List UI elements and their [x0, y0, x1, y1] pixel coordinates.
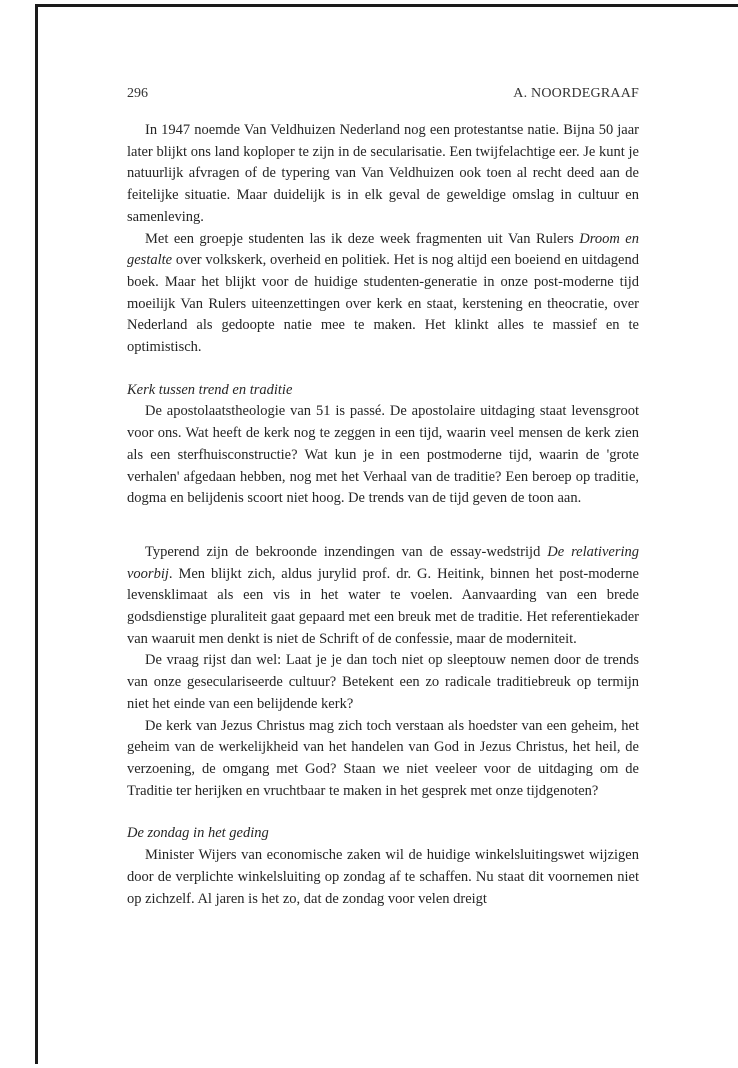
page-border-top — [35, 4, 738, 7]
section-heading: Kerk tussen trend en traditie — [127, 381, 293, 398]
page-border-left — [35, 4, 38, 1064]
paragraph: In 1947 noemde Van Veldhuizen Nederland nog een protestantse natie. Bijna 50 jaar later blijkt ons land koploper te zijn in de secularisatie. Een twijfelachtige eer. Je kunt je natuurlijk afvragen of de typering van Van Veldhuizen ook toen al recht deed aan de feitelijke situatie. Maar duidelijk is in elk geval de geweldige omslag in cultuur en samenleving. — [127, 122, 639, 225]
paragraph: Minister Wijers van economische zaken wil de huidige winkelsluitingswet wijzigen door de verplichte winkelsluiting op zondag af te schaffen. Nu staat dit voornemen niet op zichzelf. Al jaren is het zo, dat de zondag voor velen dreigt — [127, 847, 639, 907]
paragraph: De apostolaatstheologie van 51 is passé. De apostolaire uitdaging staat levensgroot voor ons. Wat heeft de kerk nog te zeggen in een tijd, waarin veel mensen de kerk zien als een sterfhuisconstructie? Wat kun je in een postmoderne tijd, waarin de 'grote verhalen' afgedaan hebben, nog met het Verhaal van de traditie? Een beroep op traditie, dogma en belijdenis scoort niet hoog. De trends van de tijd geven de toon aan. — [127, 403, 639, 507]
section-heading: De zondag in het geding — [127, 825, 269, 842]
page-number: 296 — [127, 86, 148, 101]
page-header — [127, 86, 639, 106]
essay-title: De relativering voorbij — [127, 543, 639, 582]
running-head: A. NOORDEGRAAF — [513, 86, 639, 101]
paragraph: Typerend zijn de bekroonde inzendingen van de essay-wedstrijd De relativering voorbij. Men blijkt zich, aldus jurylid prof. dr. G. Heitink, binnen het post-moderne levensklimaat als een vis in het water te voelen. Aanvaarding van een brede godsdienstige pluraliteit gaat gepaard met een breuk met de traditie. Het referentiekader van waaruit men denkt is niet de Schrift of de confessie, maar de moderniteit. — [127, 543, 639, 647]
article-body — [127, 120, 639, 910]
paragraph: De kerk van Jezus Christus mag zich toch verstaan als hoedster van een geheim, het geheim van de werkelijkheid van het handelen van God in Jezus Christus, het heil, de verzoening, de omgang met God? Staan we niet veeleer voor de uitdaging om de Traditie ter herijken en vruchtbaar te maken in het gesprek met onze tijdgenoten? — [127, 717, 639, 799]
paragraph: De vraag rijst dan wel: Laat je je dan toch niet op sleeptouw nemen door de trends van onze geseculariseerde cultuur? Betekent een zo radicale traditiebreuk op termijn niet het einde van een belijdende kerk? — [127, 652, 639, 712]
book-title: Droom en gestalte — [127, 230, 639, 269]
paragraph: Met een groepje studenten las ik deze week fragmenten uit Van Rulers Droom en gestalte over volkskerk, overheid en politiek. Het is nog altijd een boeiend en uitdagend boek. Maar het blijkt voor de huidige studenten-generatie in onze post-moderne tijd moeilijk Van Rulers uiteenzettingen over kerk en staat, kerstening en theocratie, over Nederland als gedoopte natie mee te maken. Het klinkt alles te massief en te optimistisch. — [127, 230, 639, 356]
